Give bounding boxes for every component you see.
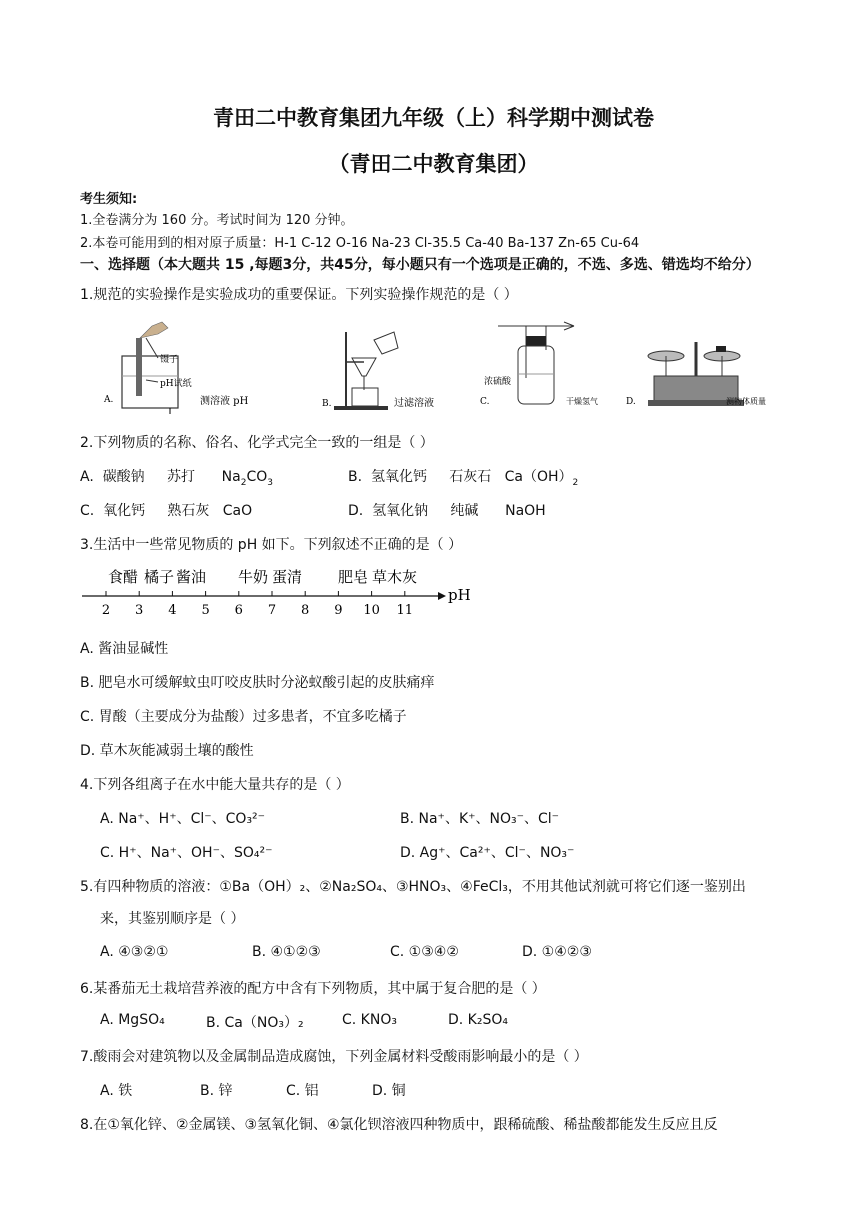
q6-option-d: D. K₂SO₄ — [448, 1012, 508, 1028]
q3-tick-label: 2 — [101, 603, 111, 618]
q3-option-b: B. 肥皂水可缓解蚊虫叮咬皮肤时分泌蚁酸引起的皮肤痛痒 — [80, 675, 435, 691]
q7-stem: 7.酸雨会对建筑物以及金属制品造成腐蚀，下列金属材料受酸雨影响最小的是（ ） — [80, 1049, 588, 1065]
q1-figure-c — [476, 318, 621, 416]
q6-option-a: A. MgSO₄ — [100, 1012, 165, 1028]
q7-option-d: D. 铜 — [372, 1083, 406, 1099]
q1-figure-a — [100, 318, 260, 416]
q3-substance-ash: 草木灰 — [372, 568, 418, 586]
q1-d-caption: 测物体质量 — [726, 397, 766, 406]
q5-option-b: B. ④①②③ — [252, 944, 321, 960]
section-heading: 一、选择题（本大题共 15 ,每题3分，共45分，每小题只有一个选项是正确的，不选、多选、错选均不给分） — [80, 257, 760, 273]
q3-stem: 3.生活中一些常见物质的 pH 如下。下列叙述不正确的是（ ） — [80, 537, 463, 553]
q7-option-c: C. 铝 — [286, 1083, 319, 1099]
q4-option-a: A. Na⁺、H⁺、Cl⁻、CO₃²⁻ — [100, 811, 266, 827]
q3-tick-label: 11 — [396, 603, 414, 618]
q4-option-d: D. Ag⁺、Ca²⁺、Cl⁻、NO₃⁻ — [400, 845, 575, 861]
q8-stem: 8.在①氧化锌、②金属镁、③氢氧化铜、④氯化钡溶液四种物质中，跟稀硫酸、稀盐酸都能发生反应且反 — [80, 1117, 718, 1133]
q3-tick-label: 3 — [135, 603, 144, 618]
q5-option-d: D. ①④②③ — [522, 944, 592, 960]
q1-a-caption: 测溶液 pH — [200, 396, 249, 407]
q5-option-c: C. ①③④② — [390, 944, 459, 960]
q5-option-a: A. ④③②① — [100, 944, 169, 960]
q3-tick-label: 8 — [301, 603, 310, 618]
q1-stem: 1.规范的实验操作是实验成功的重要保证。下列实验操作规范的是（ ） — [80, 287, 518, 303]
q3-option-c: C. 胃酸（主要成分为盐酸）过多患者，不宜多吃橘子 — [80, 709, 407, 725]
q3-tick-label: 9 — [334, 603, 343, 618]
q3-tick-label: 7 — [267, 603, 277, 618]
q3-axis-label: pH — [448, 586, 471, 604]
notice-heading: 考生须知: — [80, 192, 138, 207]
notice-item-1: 1.全卷满分为 160 分。考试时间为 120 分钟。 — [80, 213, 354, 228]
q3-substance-eggwhite: 蛋清 — [272, 568, 303, 586]
q2-option-b: B. 氢氧化钙 石灰石 $Ca(OH)_2$ — [348, 469, 579, 488]
q6-option-c: C. KNO₃ — [342, 1012, 397, 1028]
page-title: 青田二中教育集团九年级（上）科学期中测试卷 — [213, 106, 654, 130]
q1-b-letter: B. — [322, 399, 332, 409]
q3-substance-milk: 牛奶 — [238, 568, 269, 586]
q4-option-c: C. H⁺、Na⁺、OH⁻、SO₄²⁻ — [100, 845, 273, 861]
q3-tick-label: 4 — [168, 603, 177, 618]
q2-option-a: A. 碳酸钠 苏打 $Na_2CO_3$ — [80, 469, 273, 488]
q4-stem: 4.下列各组离子在水中能大量共存的是（ ） — [80, 777, 350, 793]
q2-option-c: C. 氧化钙 熟石灰 CaO — [80, 503, 253, 519]
q1-d-letter: D. — [626, 397, 636, 407]
q3-substance-orange: 橘子 — [144, 568, 175, 586]
q1-c-label: 浓硫酸 — [484, 377, 512, 387]
q7-option-a: A. 铁 — [100, 1083, 133, 1099]
q3-tick-label: 5 — [201, 603, 210, 618]
q3-substance-vinegar: 食醋 — [108, 568, 139, 586]
q1-a-letter: A. — [104, 395, 114, 405]
q1-a-label2: pH试纸 — [160, 379, 192, 389]
q1-a-label1: 镊子 — [160, 355, 179, 365]
q1-figure-b — [316, 322, 466, 416]
q5-stem-line2: 来，其鉴别顺序是（ ） — [100, 911, 245, 927]
q3-ph-scale — [80, 562, 480, 620]
q7-option-b: B. 锌 — [200, 1083, 233, 1099]
q5-stem-line1: 5.有四种物质的溶液：①Ba（OH）₂、②Na₂SO₄、③HNO₃、④FeCl₃，不用其他试剂就可将它们逐一鉴别出 — [80, 879, 746, 895]
q2-option-d: D. 氢氧化钠 纯碱 NaOH — [348, 503, 546, 519]
page-subtitle: （青田二中教育集团） — [328, 152, 539, 176]
q4-option-b: B. Na⁺、K⁺、NO₃⁻、Cl⁻ — [400, 811, 560, 827]
q1-b-caption: 过滤溶液 — [394, 398, 434, 409]
q1-figure-d — [622, 318, 777, 416]
q2-stem: 2.下列物质的名称、俗名、化学式完全一致的一组是（ ） — [80, 435, 434, 451]
q3-tick-label: 10 — [363, 603, 380, 618]
q3-option-d: D. 草木灰能减弱土壤的酸性 — [80, 743, 254, 759]
q6-stem: 6.某番茄无土栽培营养液的配方中含有下列物质，其中属于复合肥的是（ ） — [80, 981, 546, 997]
q3-substance-soysauce: 酱油 — [176, 568, 207, 586]
q1-c-caption: 干燥氢气 — [566, 397, 598, 406]
q1-c-letter: C. — [480, 397, 490, 407]
q3-tick-label: 6 — [234, 603, 243, 618]
q3-substance-soap: 肥皂 — [338, 568, 369, 586]
q3-option-a: A. 酱油显碱性 — [80, 641, 169, 657]
q6-option-b: B. Ca（NO₃）₂ — [206, 1015, 304, 1031]
notice-item-2: 2.本卷可能用到的相对原子质量：H-1 C-12 O-16 Na-23 Cl-35.5 Ca-40 Ba-137 Zn-65 Cu-64 — [80, 236, 640, 251]
